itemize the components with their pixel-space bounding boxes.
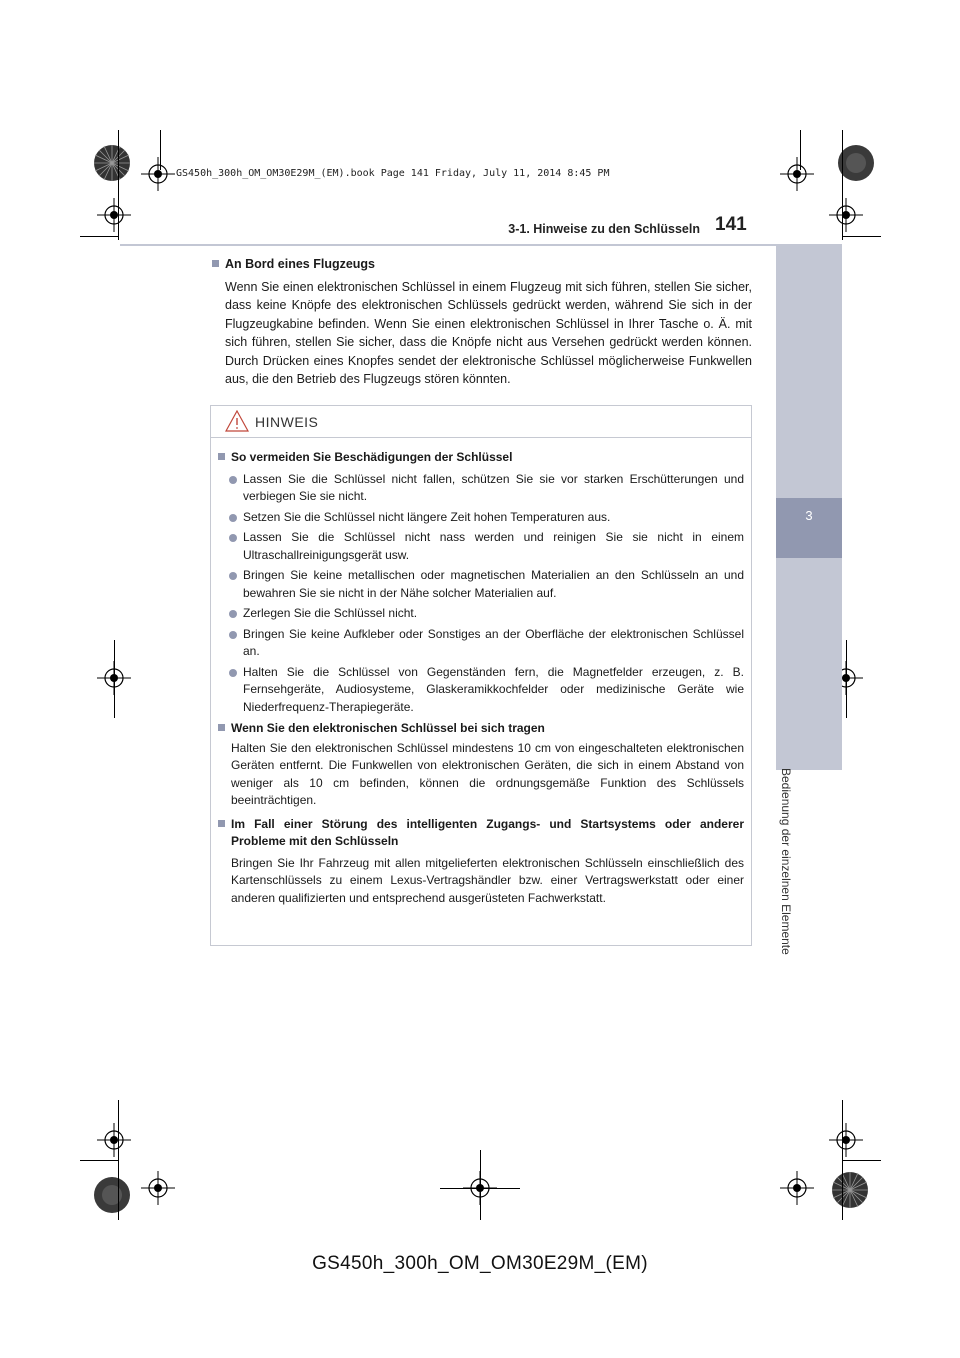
side-rule [776,244,842,498]
list-item-text: Lassen Sie die Schlüssel nicht nass werden und reinigen Sie sie nicht in einem Ultraschallreinigungsgerät usw. [243,530,744,562]
print-book-line: GS450h_300h_OM_OM30E29M_(EM).book Page 141 Friday, July 11, 2014 8:45 PM [176,168,610,179]
list-item [218,567,744,602]
notice-box [210,405,752,946]
square-bullet-icon [218,453,225,460]
notice-section3-heading: Im Fall einer Störung des intelligenten Zugangs- und Startsystems oder anderer Probleme mit den Schlüsseln [231,816,744,848]
notice-section-heading [218,720,744,738]
list-item-text: Bringen Sie keine metallischen oder magnetischen Materialien an den Schlüsseln an und bewahren Sie sie nicht in der Nähe solcher Materialien auf. [243,568,744,600]
notice-body [218,449,744,907]
bullet-dot-icon [229,631,237,639]
list-item [218,626,744,661]
list-item-text: Lassen Sie die Schlüssel nicht fallen, schützen Sie sie vor starken Erschütterungen und verbiegen Sie sie nicht. [243,471,744,503]
square-bullet-icon [218,724,225,731]
notice-section-heading [218,449,744,467]
notice-section-heading [218,816,744,851]
bullet-dot-icon [229,610,237,618]
warning-triangle-icon [225,410,249,432]
list-item [218,509,744,527]
bullet-dot-icon [229,534,237,542]
square-bullet-icon [212,260,219,267]
crosshair-disk-icon [92,143,132,183]
registration-mark-icon [97,1123,131,1157]
header-rule [120,244,776,246]
list-item [218,664,744,717]
list-item-text: Halten Sie die Schlüssel von Gegenständen fern, die Magnetfelder erzeugen, z. B. Fernsehgeräte, Audiosysteme, Glaskeramikkochfelder oder medizinische Geräte wie Niederfrequenz-Therapiegeräte. [243,664,744,714]
registration-mark-icon [829,1123,863,1157]
bullet-dot-icon [229,669,237,677]
list-item-text: Zerlegen Sie die Schlüssel nicht. [243,606,418,620]
square-bullet-icon [218,820,225,827]
list-item-text: Setzen Sie die Schlüssel nicht längere Zeit hohen Temperaturen aus. [243,509,611,524]
notice-section1-heading: So vermeiden Sie Beschädigungen der Schlüssel [231,450,513,464]
crosshair-disk-icon [830,1170,870,1210]
bullet-dot-icon [229,572,237,580]
intro-heading [212,255,752,274]
list-item [218,471,744,506]
chapter-label: Bedienung der einzelnen Elemente [779,768,793,955]
intro-section [212,255,752,389]
registration-mark-icon [780,1171,814,1205]
registration-mark-icon [141,157,175,191]
footer-code: GS450h_300h_OM_OM30E29M_(EM) [312,1253,648,1274]
notice-section2-heading: Wenn Sie den elektronischen Schlüssel bei sich tragen [231,721,545,735]
bullet-dot-icon [229,476,237,484]
section-title: 3-1. Hinweise zu den Schlüsseln [508,222,700,236]
page-number: 141 [715,214,747,235]
list-item [218,529,744,564]
registration-mark-icon [829,198,863,232]
intro-heading-text: An Bord eines Flugzeugs [225,257,376,271]
list-item-text: Bringen Sie keine Aufkleber oder Sonstiges an der Oberfläche der elektronischen Schlüssel an. [243,626,744,658]
notice-section2-text: Halten Sie den elektronischen Schlüssel mindestens 10 cm von eingeschalteten elektronischen Geräten entfernt. Die Funkwellen von elektronischen Geräten, die sich in einem Abstand von weniger als 10 cm befinden, können die ordnungsgemäße Funktion des Schlüssels beeinträchtigen. [231,740,744,807]
notice-section3-text: Bringen Sie Ihr Fahrzeug mit allen mitgelieferten elektronischen Schlüsseln einschließlich des Kartenschlüssels zu einem Lexus-Vertragshändler bzw. einer Vertragswerkstatt oder einer anderen qualifizierten und entsprechend ausgerüsteten Fachwerkstatt. [231,855,744,905]
list-item [218,605,744,623]
bullet-dot-icon [229,514,237,522]
chapter-tab [776,498,842,558]
crosshair-disk-icon [92,1175,132,1215]
notice-header [211,406,751,438]
registration-mark-icon [780,157,814,191]
registration-mark-icon [141,1171,175,1205]
side-rule [776,558,842,770]
chapter-number: 3 [805,508,813,523]
intro-text: Wenn Sie einen elektronischen Schlüssel in einem Flugzeug mit sich führen, stellen Sie sicher, dass keine Knöpfe des elektronischen Schlüssels gedrückt werden, während Sie sich in der Flugzeugkabine befinden. Wenn Sie einen elektronischen Schlüssel in Ihrer Tasche o. Ä. mit sich führen, stellen Sie sicher, dass die Knöpfe nicht aus Versehen gedrückt werden können. Durch Drücken eines Knopfes sendet der elektronische Schlüssel möglicherweise Funkwellen aus, die den Betrieb des Flugzeugs stören könnten. [225,279,752,386]
notice-title: HINWEIS [255,414,319,430]
